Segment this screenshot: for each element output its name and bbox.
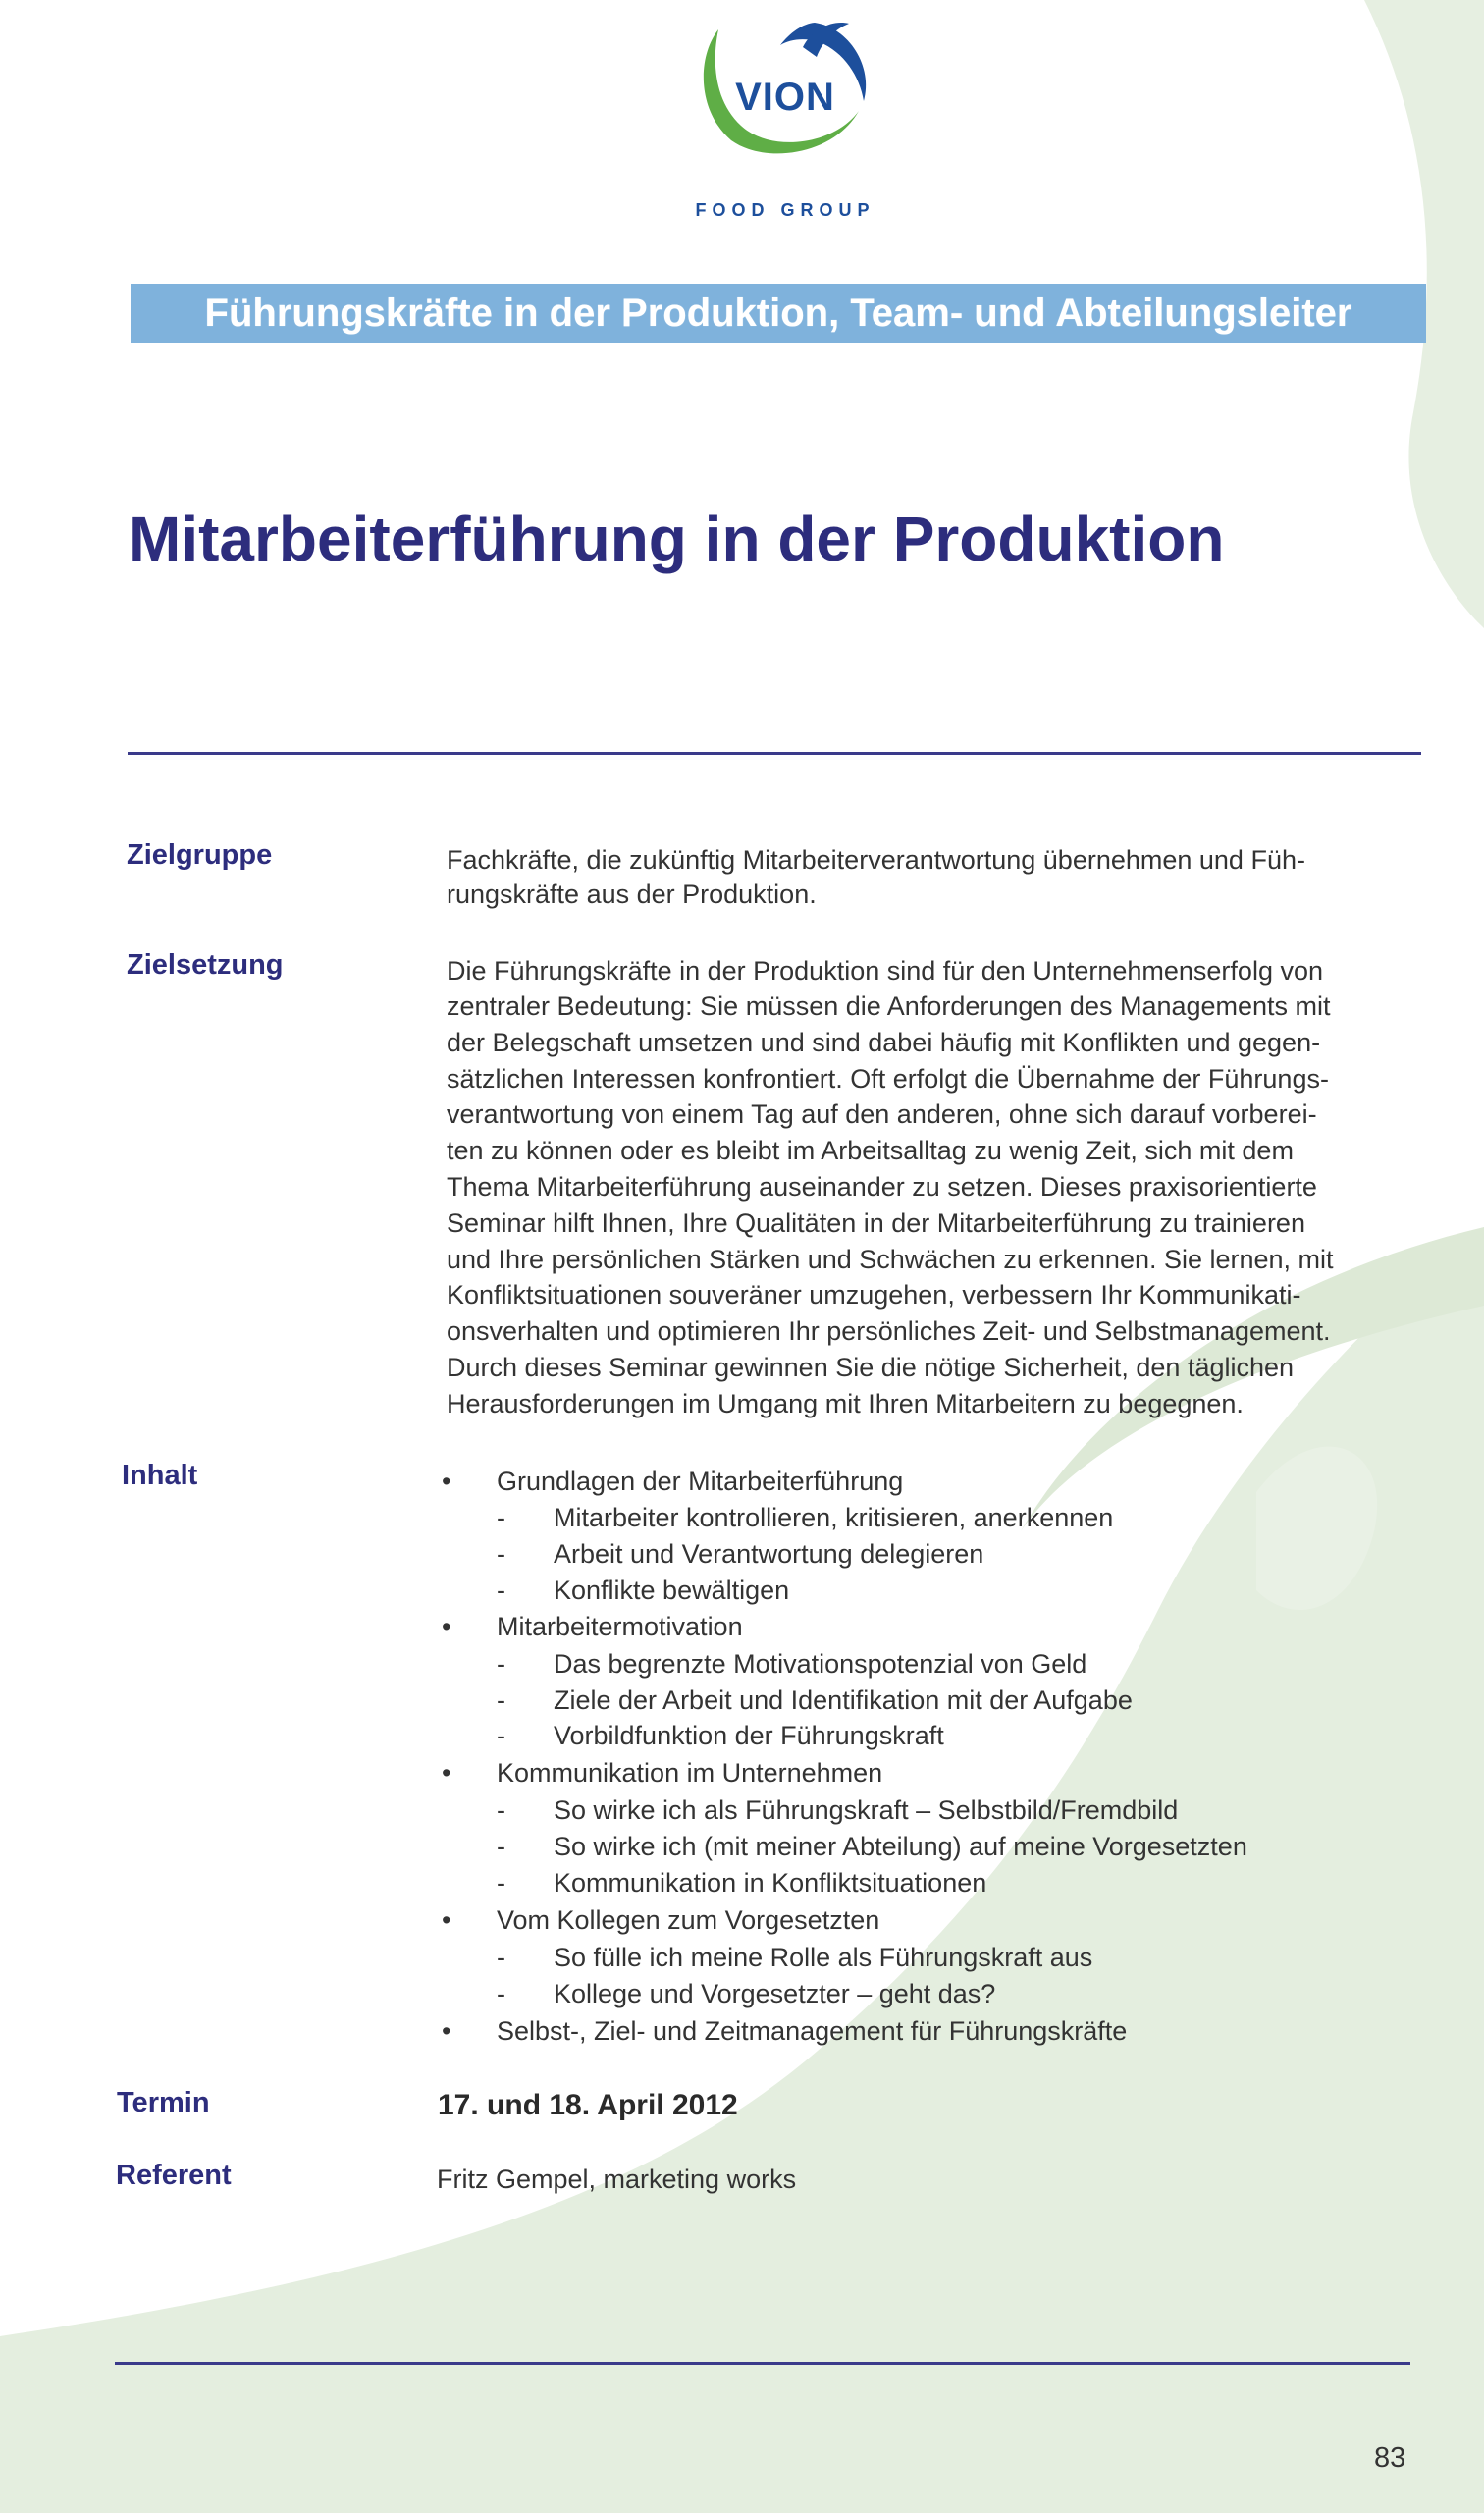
- dash-mark: -: [497, 1868, 505, 1898]
- page-number: 83: [1374, 2442, 1406, 2474]
- bullet-text: Kommunikation im Unternehmen: [497, 1758, 883, 1788]
- logo-subtitle: FOOD GROUP: [695, 200, 875, 220]
- subitem-text: Mitarbeiter kontrollieren, kritisieren, anerkennen: [554, 1503, 1114, 1532]
- subitem-text: Kommunikation in Konfliktsituationen: [554, 1868, 987, 1898]
- inhalt-label: Inhalt: [122, 1460, 198, 1491]
- zielgruppe-line: Fachkräfte, die zukünftig Mitarbeiterverantwortung übernehmen und Füh-: [447, 845, 1305, 875]
- bullet-text: Grundlagen der Mitarbeiterführung: [497, 1467, 904, 1496]
- banner-text: Führungskräfte in der Produktion, Team- und Abteilungsleiter: [204, 291, 1352, 335]
- logo-name: VION: [735, 76, 835, 119]
- title-divider: [128, 752, 1421, 755]
- bullet-mark: •: [442, 1467, 451, 1496]
- zielsetzung-line: Seminar hilft Ihnen, Ihre Qualitäten in der Mitarbeiterführung zu trainieren: [447, 1208, 1305, 1238]
- subitem-text: Das begrenzte Motivationspotenzial von Geld: [554, 1649, 1087, 1679]
- bullet-text: Mitarbeitermotivation: [497, 1612, 743, 1641]
- referent-label: Referent: [116, 2160, 232, 2191]
- dash-mark: -: [497, 1649, 505, 1679]
- dash-mark: -: [497, 1832, 505, 1861]
- dash-mark: -: [497, 1979, 505, 2008]
- zielsetzung-line: Konfliktsituationen souveräner umzugehen, verbessern Ihr Kommunikati-: [447, 1280, 1301, 1310]
- page-title: Mitarbeiterführung in der Produktion: [129, 504, 1225, 574]
- termin-value: 17. und 18. April 2012: [438, 2089, 738, 2121]
- dash-mark: -: [497, 1943, 505, 1972]
- bullet-mark: •: [442, 1612, 451, 1641]
- bullet-mark: •: [442, 2016, 451, 2046]
- dash-mark: -: [497, 1685, 505, 1715]
- subitem-text: Kollege und Vorgesetzter – geht das?: [554, 1979, 996, 2008]
- zielsetzung-label: Zielsetzung: [127, 949, 284, 981]
- subitem-text: Ziele der Arbeit und Identifikation mit der Aufgabe: [554, 1685, 1133, 1715]
- zielsetzung-line: sätzlichen Interessen konfrontiert. Oft erfolgt die Übernahme der Führungs-: [447, 1064, 1329, 1094]
- zielsetzung-line: verantwortung von einem Tag auf den anderen, ohne sich darauf vorberei-: [447, 1099, 1317, 1129]
- zielsetzung-line: onsverhalten und optimieren Ihr persönliches Zeit- und Selbstmanagement.: [447, 1316, 1331, 1346]
- zielsetzung-line: ten zu können oder es bleibt im Arbeitsalltag zu wenig Zeit, sich mit dem: [447, 1136, 1294, 1165]
- zielsetzung-line: Die Führungskräfte in der Produktion sind für den Unternehmenserfolg von: [447, 956, 1323, 986]
- dash-mark: -: [497, 1576, 505, 1605]
- zielsetzung-line: der Belegschaft umsetzen und sind dabei häufig mit Konflikten und gegen-: [447, 1028, 1321, 1057]
- bullet-mark: •: [442, 1758, 451, 1788]
- zielsetzung-line: und Ihre persönlichen Stärken und Schwächen zu erkennen. Sie lernen, mit: [447, 1245, 1334, 1274]
- dash-mark: -: [497, 1539, 505, 1569]
- bullet-text: Vom Kollegen zum Vorgesetzten: [497, 1905, 880, 1935]
- subitem-text: Vorbildfunktion der Führungskraft: [554, 1721, 944, 1750]
- dash-mark: -: [497, 1503, 505, 1532]
- zielsetzung-line: Thema Mitarbeiterführung auseinander zu setzen. Dieses praxisorientierte: [447, 1172, 1317, 1202]
- zielsetzung-line: zentraler Bedeutung: Sie müssen die Anforderungen des Managements mit: [447, 991, 1331, 1021]
- category-banner: [131, 284, 1426, 343]
- zielgruppe-line: rungskräfte aus der Produktion.: [447, 880, 817, 909]
- bullet-mark: •: [442, 1905, 451, 1935]
- termin-label: Termin: [117, 2087, 210, 2118]
- subitem-text: Konflikte bewältigen: [554, 1576, 790, 1605]
- subitem-text: Arbeit und Verantwortung delegieren: [554, 1539, 984, 1569]
- subitem-text: So wirke ich (mit meiner Abteilung) auf meine Vorgesetzten: [554, 1832, 1247, 1861]
- vion-logo: [687, 18, 883, 220]
- footer-divider: [115, 2362, 1410, 2365]
- zielsetzung-line: Durch dieses Seminar gewinnen Sie die nötige Sicherheit, den täglichen: [447, 1353, 1295, 1382]
- subitem-text: So wirke ich als Führungskraft – Selbstbild/Fremdbild: [554, 1795, 1179, 1825]
- referent-value: Fritz Gempel, marketing works: [437, 2165, 797, 2194]
- bullet-text: Selbst-, Ziel- und Zeitmanagement für Führungskräfte: [497, 2016, 1128, 2046]
- zielsetzung-line: Herausforderungen im Umgang mit Ihren Mitarbeitern zu begegnen.: [447, 1389, 1244, 1418]
- zielgruppe-label: Zielgruppe: [127, 839, 273, 871]
- subitem-text: So fülle ich meine Rolle als Führungskraft aus: [554, 1943, 1093, 1972]
- dash-mark: -: [497, 1721, 505, 1750]
- dash-mark: -: [497, 1795, 505, 1825]
